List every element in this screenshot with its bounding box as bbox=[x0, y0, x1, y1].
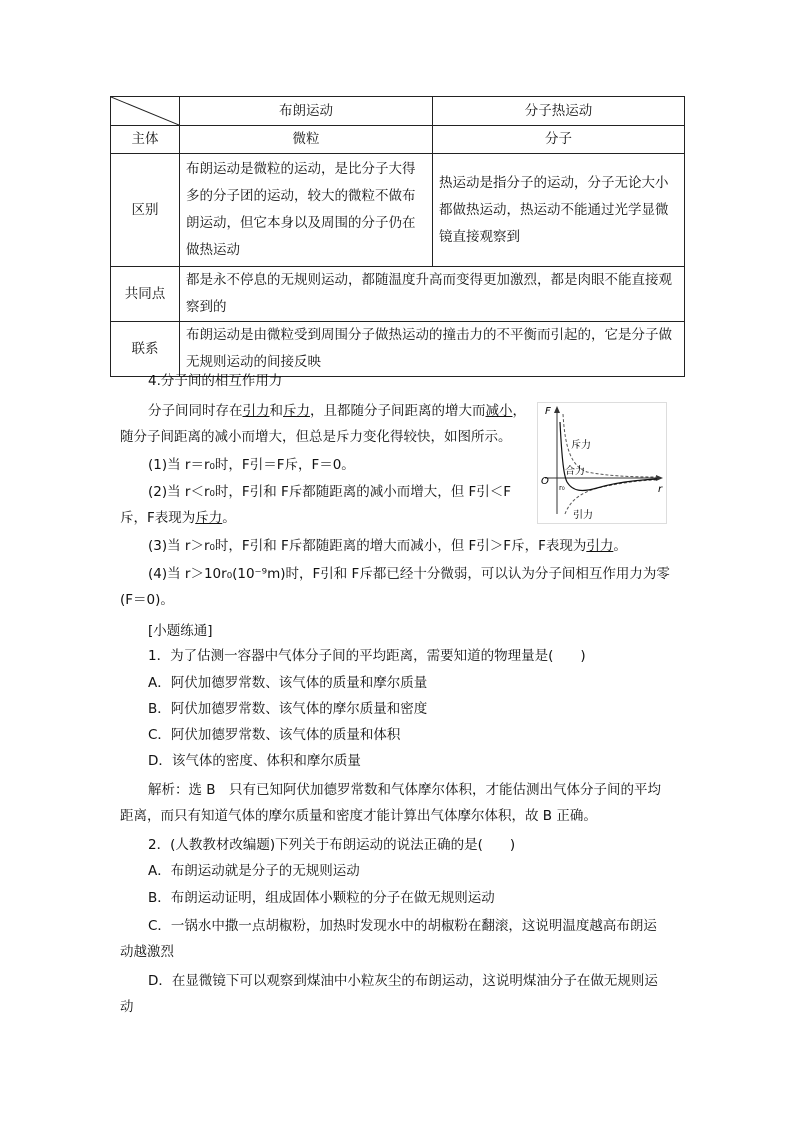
table-row bbox=[111, 154, 685, 267]
option: B．阿伏加德罗常数、该气体的摩尔质量和密度 bbox=[148, 701, 428, 717]
net-force-curve bbox=[560, 422, 657, 490]
origin-label: O bbox=[541, 476, 549, 487]
text-span: 。 bbox=[222, 510, 236, 526]
option: C．阿伏加德罗常数、该气体的质量和体积 bbox=[148, 727, 401, 743]
attraction-label: 引力 bbox=[573, 510, 593, 521]
table-cell: 分子 bbox=[433, 126, 685, 154]
text-span: (3)当 r＞r₀时，F引和 F斥都随距离的增大而减小，但 F引＞F斥，F表现为 bbox=[148, 538, 587, 554]
table-row bbox=[111, 126, 685, 154]
list-item: (F＝0)。 bbox=[120, 592, 174, 608]
underlined-term: 斥力 bbox=[195, 510, 223, 526]
table-cell: 热运动是指分子的运动，分子无论大小都做热运动，热运动不能通过光学显微镜直接观察到 bbox=[433, 154, 685, 267]
table-cell: 都是永不停息的无规则运动，都随温度升高而变得更加激烈，都是肉眼不能直接观察到的 bbox=[180, 267, 685, 322]
row-head: 共同点 bbox=[111, 267, 180, 322]
paragraph-line: 随分子间距离的减小而增大，但总是斥力变化得较快，如图所示。 bbox=[120, 429, 512, 445]
f-axis-label: F bbox=[545, 406, 551, 417]
question: 2．(人教教材改编题)下列关于布朗运动的说法正确的是( ) bbox=[148, 837, 516, 853]
underlined-term: 减小 bbox=[485, 403, 513, 419]
text-span: 分子间同时存在 bbox=[148, 403, 243, 419]
column-header-thermal: 分子热运动 bbox=[433, 97, 685, 126]
practice-header: [小题练通] bbox=[148, 623, 213, 639]
repulsion-label: 斥力 bbox=[571, 440, 591, 451]
underlined-term: 引力 bbox=[242, 403, 270, 419]
answer-line: 解析：选 B 只有已知阿伏加德罗常数和气体摩尔体积，才能估测出气体分子间的平均 bbox=[148, 782, 662, 798]
comparison-table bbox=[110, 96, 685, 377]
net-force-label: 合力 bbox=[565, 466, 585, 477]
attraction-curve bbox=[565, 480, 657, 514]
table-cell: 布朗运动是微粒的运动，是比分子大得多的分子团的运动，较大的微粒不做布朗运动，但它本身以及周围的分子仍在做热运动 bbox=[180, 154, 433, 267]
diagonal-line bbox=[111, 97, 179, 125]
table-row bbox=[111, 267, 685, 322]
column-header-brownian: 布朗运动 bbox=[180, 97, 433, 126]
list-item bbox=[120, 505, 236, 531]
option: D．在显微镜下可以观察到煤油中小粒灰尘的布朗运动，这说明煤油分子在做无规则运 bbox=[148, 973, 658, 989]
answer-line: 距离，而只有知道气体的摩尔质量和密度才能计算出气体摩尔体积，故 B 正确。 bbox=[120, 808, 597, 824]
list-item bbox=[148, 533, 627, 559]
option: B．布朗运动证明，组成固体小颗粒的分子在做无规则运动 bbox=[148, 890, 495, 906]
option: A．布朗运动就是分子的无规则运动 bbox=[148, 863, 360, 879]
underlined-term: 引力 bbox=[586, 538, 614, 554]
text-span: 和 bbox=[269, 403, 283, 419]
r-axis-arrow bbox=[656, 475, 663, 481]
text-span: 斥，F表现为 bbox=[120, 510, 196, 526]
row-head: 联系 bbox=[111, 322, 180, 377]
diagonal-header-cell bbox=[111, 97, 180, 126]
row-head: 区别 bbox=[111, 154, 180, 267]
text-span: ，且都随分子间距离的增大而 bbox=[310, 403, 486, 419]
table-cell: 布朗运动是由微粒受到周围分子做热运动的撞击力的不平衡而引起的，它是分子做无规则运动的间接反映 bbox=[180, 322, 685, 377]
list-item: (1)当 r＝r₀时，F引＝F斥，F＝0。 bbox=[148, 457, 355, 473]
text-span: 。 bbox=[613, 538, 627, 554]
paragraph-line bbox=[148, 398, 526, 424]
list-item: (2)当 r＜r₀时，F引和 F斥都随距离的减小而增大，但 F引＜F bbox=[148, 484, 512, 500]
option: D．该气体的密度、体积和摩尔质量 bbox=[148, 753, 361, 769]
question: 1．为了估测一容器中气体分子间的平均距离，需要知道的物理量是( ) bbox=[148, 648, 586, 664]
f-axis-arrow bbox=[554, 406, 560, 413]
list-item: (4)当 r＞10r₀(10⁻⁹m)时，F引和 F斥都已经十分微弱，可以认为分子间相互作用力为零 bbox=[148, 566, 670, 582]
underlined-term: 斥力 bbox=[283, 403, 310, 419]
option: C．一锅水中撒一点胡椒粉，加热时发现水中的胡椒粉在翻滚，这说明温度越高布朗运 bbox=[148, 918, 657, 934]
row-head: 主体 bbox=[111, 126, 180, 154]
section-title: 4.分子间的相互作用力 bbox=[148, 373, 283, 389]
r-axis-label: r bbox=[658, 484, 663, 495]
option: 动越激烈 bbox=[120, 944, 174, 960]
option: A．阿伏加德罗常数、该气体的质量和摩尔质量 bbox=[148, 675, 428, 691]
r0-label: r₀ bbox=[559, 484, 565, 492]
molecular-force-figure bbox=[537, 402, 667, 524]
option: 动 bbox=[120, 999, 134, 1015]
text-span: ， bbox=[512, 403, 526, 419]
table-header-row bbox=[111, 97, 685, 126]
table-cell: 微粒 bbox=[180, 126, 433, 154]
